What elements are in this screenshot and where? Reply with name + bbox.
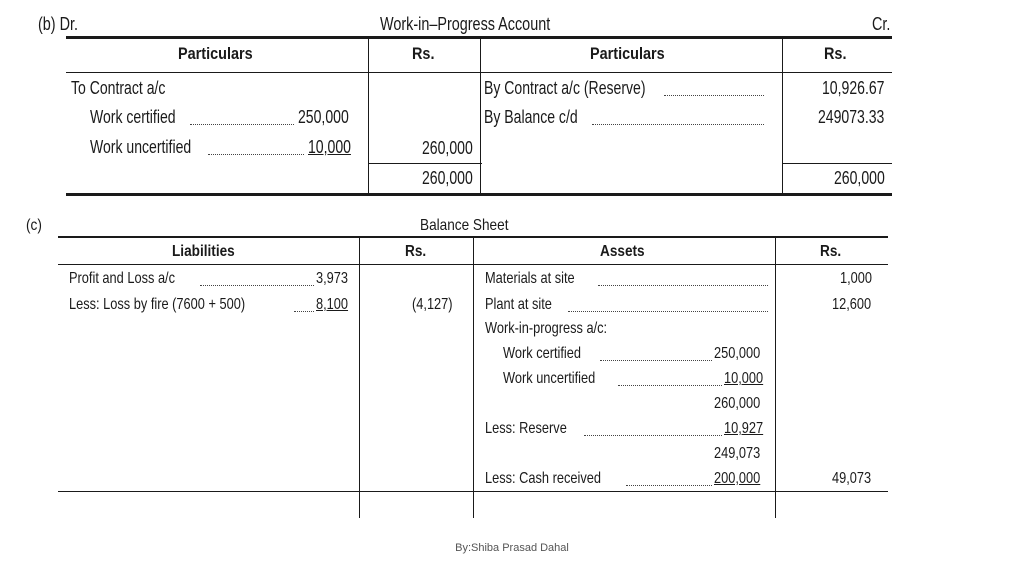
by-contract: By Contract a/c (Reserve) bbox=[484, 78, 646, 98]
col-divider bbox=[473, 238, 474, 518]
header-rs: Rs. bbox=[412, 44, 435, 63]
less-reserve: Less: Reserve bbox=[485, 420, 567, 437]
leader-dots bbox=[568, 311, 768, 312]
leader-dots bbox=[200, 285, 314, 286]
col-divider bbox=[368, 38, 369, 194]
section-c-label: (c) bbox=[26, 217, 42, 234]
section-b-label: (b) Dr. bbox=[38, 14, 79, 34]
less-cash: Less: Cash received bbox=[485, 470, 601, 487]
balance-sheet-title: Balance Sheet bbox=[420, 217, 509, 234]
by-balance-amt: 249073.33 bbox=[818, 107, 885, 127]
work-certified-amt: 250,000 bbox=[298, 107, 349, 127]
work-certified-amt: 250,000 bbox=[714, 345, 761, 362]
leader-dots bbox=[664, 95, 764, 96]
col-divider bbox=[782, 38, 783, 194]
bottom-rule bbox=[66, 193, 892, 196]
header-rs: Rs. bbox=[824, 44, 847, 63]
assets-sub1: 260,000 bbox=[714, 395, 761, 412]
to-contract: To Contract a/c bbox=[71, 78, 166, 98]
leader-dots bbox=[592, 124, 764, 125]
header-particulars: Particulars bbox=[590, 44, 665, 63]
subtotal: 260,000 bbox=[422, 138, 473, 158]
wip-label: Work-in-progress a/c: bbox=[485, 320, 608, 337]
liabilities-net: (4,127) bbox=[412, 296, 453, 313]
materials: Materials at site bbox=[485, 270, 575, 287]
wip-account-title: Work-in–Progress Account bbox=[380, 14, 551, 34]
plant: Plant at site bbox=[485, 296, 552, 313]
total-left: 260,000 bbox=[422, 168, 473, 188]
assets-net: 49,073 bbox=[832, 470, 872, 487]
leader-dots bbox=[618, 385, 722, 386]
header-liabilities: Liabilities bbox=[172, 243, 235, 260]
materials-amt: 1,000 bbox=[840, 270, 873, 287]
leader-dots bbox=[600, 360, 712, 361]
header-rs: Rs. bbox=[820, 243, 842, 260]
leader-dots bbox=[208, 154, 304, 155]
less-reserve-amt: 10,927 bbox=[724, 420, 764, 437]
leader-dots bbox=[294, 311, 314, 312]
author-footer: By:Shiba Prasad Dahal bbox=[455, 542, 569, 554]
leader-dots bbox=[598, 285, 768, 286]
work-uncertified-amt: 10,000 bbox=[308, 137, 351, 157]
col-divider bbox=[775, 238, 776, 518]
header-rs: Rs. bbox=[405, 243, 427, 260]
total-rule bbox=[782, 163, 892, 164]
work-uncertified: Work uncertified bbox=[503, 370, 596, 387]
by-balance: By Balance c/d bbox=[484, 107, 578, 127]
work-certified: Work certified bbox=[503, 345, 582, 362]
total-right: 260,000 bbox=[834, 168, 885, 188]
leader-dots bbox=[584, 435, 722, 436]
less-cash-amt: 200,000 bbox=[714, 470, 761, 487]
less-loss-amt: 8,100 bbox=[316, 296, 349, 313]
profit-loss-amt: 3,973 bbox=[316, 270, 349, 287]
cr-label: Cr. bbox=[872, 14, 891, 34]
assets-sub2: 249,073 bbox=[714, 445, 761, 462]
work-uncertified: Work uncertified bbox=[90, 137, 192, 157]
less-loss: Less: Loss by fire (7600 + 500) bbox=[69, 296, 246, 313]
col-divider bbox=[359, 238, 360, 518]
leader-dots bbox=[190, 124, 294, 125]
col-divider bbox=[480, 38, 481, 194]
by-contract-amt: 10,926.67 bbox=[822, 78, 885, 98]
total-rule bbox=[368, 163, 482, 164]
header-assets: Assets bbox=[600, 243, 645, 260]
leader-dots bbox=[626, 485, 712, 486]
work-certified: Work certified bbox=[90, 107, 176, 127]
profit-loss: Profit and Loss a/c bbox=[69, 270, 176, 287]
top-rule bbox=[66, 36, 892, 39]
plant-amt: 12,600 bbox=[832, 296, 872, 313]
header-rule bbox=[66, 72, 892, 73]
header-particulars: Particulars bbox=[178, 44, 253, 63]
work-uncertified-amt: 10,000 bbox=[724, 370, 764, 387]
